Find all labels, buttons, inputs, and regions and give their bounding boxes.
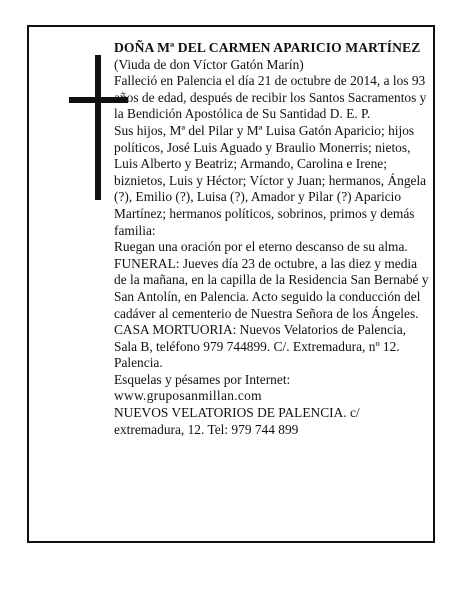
footer-funeral-home: NUEVOS VELATORIOS DE PALENCIA. c/ extremadura, 12. Tel: 979 744 899 [114, 405, 360, 437]
death-notice: Falleció en Palencia el día 21 de octubre de 2014, a los 93 años de edad, después de recibir los Santos Sacramentos y la Bendición Apostólica de Su Santidad D. E. P. [114, 73, 427, 122]
condolences-label: Esquelas y pésames por Internet: [114, 371, 291, 387]
condolences-url[interactable]: www.gruposanmillan.com [114, 388, 262, 404]
obituary-notice [27, 25, 435, 543]
family-list: Sus hijos, Mª del Pilar y Mª Luisa Gatón Aparicio; hijos políticos, José Luis Aguado y Braulio Monerris; nietos, Luis Alberto y Beatriz; Armando, Carolina e Irene; biznietos, Luis y Héctor; Víctor y Juan; hermanos, Ángela (?), Emilio (?), Luisa (?), Amador y Pilar (?) Aparicio Martínez; hermanos políticos, sobrinos, primos y demás familia: [114, 122, 427, 238]
widow-of: (Viuda de don Víctor Gatón Marín) [114, 56, 304, 72]
funeral-home: CASA MORTUORIA: Nuevos Velatorios de Palencia, Sala B, teléfono 979 744899. C/. Extremadura, nº 12. Palencia. [114, 322, 407, 371]
cross-icon [69, 55, 114, 200]
prayer-request: Ruegan una oración por el eterno descanso de su alma. [114, 239, 408, 255]
deceased-name: DOÑA Mª DEL CARMEN APARICIO MARTÍNEZ [114, 40, 421, 55]
obituary-text [114, 40, 429, 438]
cross-vertical-bar [95, 55, 101, 200]
funeral-details: FUNERAL: Jueves día 23 de octubre, a las diez y media de la mañana, en la capilla de la Residencia San Bernabé y San Antolín, en Palencia. Acto seguido la conducción del cadáver al cementerio de Nuestra Señora de los Ángeles. [114, 255, 429, 321]
